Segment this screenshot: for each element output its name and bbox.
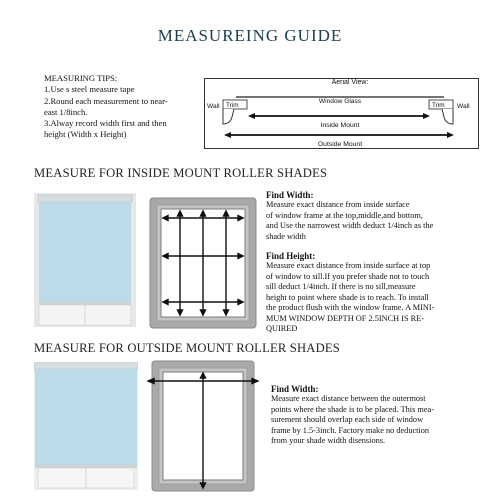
find-width-line: Measure exact distance from inside surface	[266, 200, 410, 209]
find-width-line: and Use the narrowest width deduct 1/4inch as the	[266, 221, 434, 230]
measuring-tips	[44, 73, 196, 141]
find-height-heading: Find Height:	[266, 251, 316, 261]
inside-mount-label: Inside Mount	[320, 122, 360, 129]
find-width-line: Measure exact distance between the outermost	[271, 394, 426, 403]
find-height-line: of window to sill.If you prefer shade not to touch	[266, 271, 430, 281]
find-width-heading: Find Width:	[271, 384, 319, 394]
roller-tube	[34, 362, 138, 369]
trim-right-profile	[442, 109, 453, 124]
shade-fabric	[35, 369, 137, 465]
find-height-line: height to point where shade is to reach. To install	[266, 292, 429, 302]
tip-line: 3.Alway record width first and then	[44, 118, 167, 129]
bottom-rail	[35, 465, 137, 468]
aerial-title: Aerial View:	[331, 79, 369, 86]
find-width-line: of window frame at the top,middle,and bottom,	[266, 210, 423, 220]
outside-measure-frame	[147, 359, 259, 493]
roller-tube	[38, 195, 132, 202]
trim-right-label: Trim	[432, 102, 445, 109]
outside-find-width	[271, 384, 491, 447]
find-width-heading: Find Width:	[266, 190, 314, 200]
outside-shade-illustration	[34, 362, 138, 490]
outside-mount-section-title: MEASURE FOR OUTSIDE MOUNT ROLLER SHADES	[34, 341, 340, 355]
page-title: MEASUREING GUIDE	[157, 26, 343, 45]
arrowhead	[447, 132, 454, 138]
find-height-line: MUM WINDOW DEPTH OF 2.5INCH IS RE-	[266, 313, 425, 323]
find-width-line: shade width	[266, 231, 306, 241]
find-width-line: from your shade width disensions.	[271, 436, 386, 445]
tips-heading: MEASURING TIPS:	[44, 73, 118, 83]
bottom-rail	[39, 302, 131, 305]
inside-measure-frame	[148, 196, 258, 330]
trim-left-label: Trim	[226, 102, 239, 109]
arrowhead	[224, 132, 231, 138]
aerial-box	[205, 79, 479, 149]
wall-right-label: Wall	[457, 103, 470, 110]
aerial-view-diagram	[204, 72, 480, 150]
arrowhead	[423, 113, 430, 119]
find-height-line: the product flush with the window frame. A MINI-	[266, 303, 435, 312]
find-width-line: points where the shade is to be placed. This mea-	[271, 404, 434, 414]
find-height-line: sill deduct 1/4inch. If there is no sill,measure	[266, 282, 416, 291]
window-glass-label: Window Glass	[318, 98, 362, 105]
inside-find-height	[266, 251, 490, 335]
find-width-line: frame by 1.5-3inch. Factory make no deduction	[271, 425, 430, 435]
tip-line: height (Width x Height)	[44, 129, 127, 140]
inside-shade-illustration	[34, 193, 136, 327]
outside-mount-label: Outside Mount	[317, 141, 363, 148]
shade-fabric	[39, 202, 131, 302]
inside-mount-section-title: MEASURE FOR INSIDE MOUNT ROLLER SHADES	[34, 166, 328, 180]
tip-line: east 1/8inch.	[44, 106, 88, 117]
trim-left-profile	[223, 109, 234, 124]
arrowhead	[248, 113, 255, 119]
tip-line: 1.Use s steel measure tape	[44, 84, 135, 95]
wall-left-label: Wall	[207, 103, 220, 110]
find-height-line: QUIRED	[266, 324, 298, 333]
find-height-line: Measure exact distance from inside surface at top	[266, 261, 431, 270]
find-width-line: surement should overlap each side of window	[271, 415, 424, 424]
inside-find-width	[266, 190, 486, 242]
tip-line: 2.Round each measurement to near-	[44, 95, 168, 106]
